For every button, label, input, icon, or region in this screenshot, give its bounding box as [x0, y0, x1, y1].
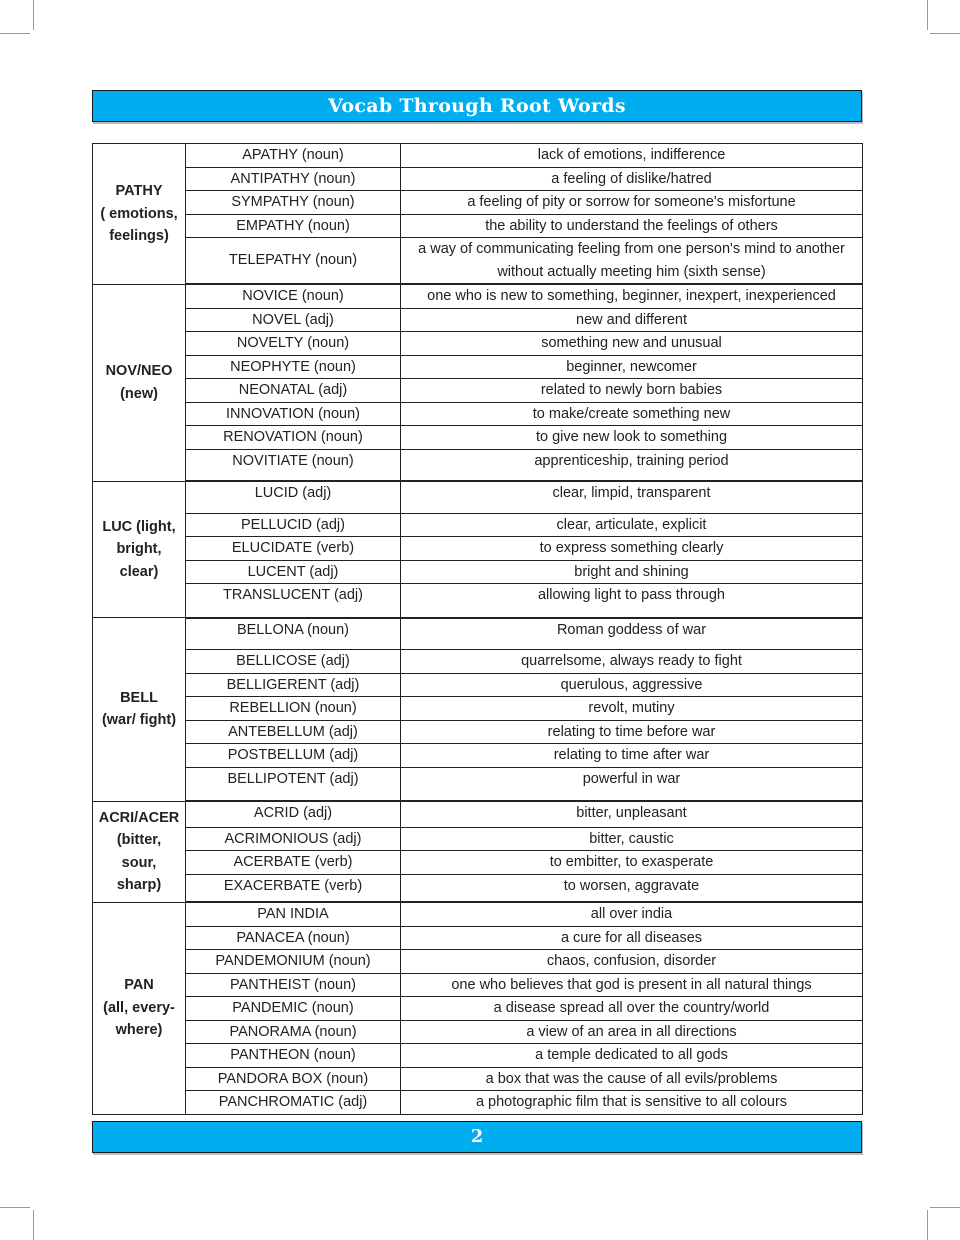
- word-cell: PANACEA (noun): [186, 926, 401, 950]
- word-cell: ANTIPATHY (noun): [186, 167, 401, 191]
- crop-mark: [0, 33, 30, 34]
- root-cell: [93, 144, 186, 285]
- meaning-cell: a cure for all diseases: [401, 926, 863, 950]
- crop-mark: [930, 33, 960, 34]
- page-number-banner: [92, 1121, 862, 1153]
- word-cell: LUCID (adj): [186, 481, 401, 513]
- meaning-cell: beginner, newcomer: [401, 355, 863, 379]
- meaning-cell: one who believes that god is present in all natural things: [401, 973, 863, 997]
- word-cell: RENOVATION (noun): [186, 426, 401, 450]
- table-row: [93, 973, 863, 997]
- table-row: [93, 481, 863, 513]
- meaning-cell: a box that was the cause of all evils/problems: [401, 1067, 863, 1091]
- word-cell: PANTHEON (noun): [186, 1044, 401, 1068]
- meaning-cell: bitter, unpleasant: [401, 801, 863, 827]
- meaning-cell: powerful in war: [401, 767, 863, 801]
- word-cell: NOVELTY (noun): [186, 332, 401, 356]
- meaning-cell: a feeling of pity or sorrow for someone's misfortune: [401, 191, 863, 215]
- table-row: [93, 426, 863, 450]
- word-cell: APATHY (noun): [186, 144, 401, 168]
- meaning-cell: a photographic film that is sensitive to all colours: [401, 1091, 863, 1115]
- meaning-cell: apprenticeship, training period: [401, 449, 863, 481]
- table-row: [93, 167, 863, 191]
- root-cell: [93, 284, 186, 481]
- root-label-line: NOV/NEO: [105, 363, 173, 379]
- word-cell: ANTEBELLUM (adj): [186, 720, 401, 744]
- word-cell: BELLIPOTENT (adj): [186, 767, 401, 801]
- page-title: Vocab Through Root Words: [328, 95, 626, 117]
- root-label-line: where): [115, 1022, 163, 1039]
- word-cell: ACERBATE (verb): [186, 851, 401, 875]
- table-row: [93, 926, 863, 950]
- meaning-cell: a view of an area in all directions: [401, 1020, 863, 1044]
- root-label-line: BELL: [120, 689, 158, 706]
- crop-mark: [33, 0, 34, 30]
- root-label-line: LUC (light,: [102, 518, 176, 535]
- root-label-line: PATHY: [115, 183, 163, 199]
- meaning-cell: quarrelsome, always ready to fight: [401, 650, 863, 674]
- meaning-cell: related to newly born babies: [401, 379, 863, 403]
- meaning-cell: revolt, mutiny: [401, 697, 863, 721]
- table-row: [93, 902, 863, 926]
- meaning-cell: to worsen, aggravate: [401, 874, 863, 902]
- meaning-cell: bitter, caustic: [401, 827, 863, 851]
- table-row: [93, 214, 863, 238]
- table-row: [93, 308, 863, 332]
- meaning-cell: to express something clearly: [401, 537, 863, 561]
- word-cell: REBELLION (noun): [186, 697, 401, 721]
- table-row: [93, 851, 863, 875]
- page-title-banner: [92, 90, 862, 122]
- meaning-cell: a feeling of dislike/hatred: [401, 167, 863, 191]
- root-label-line: ( emotions,: [100, 205, 178, 222]
- meaning-cell: lack of emotions, indifference: [401, 144, 863, 168]
- word-cell: INNOVATION (noun): [186, 402, 401, 426]
- table-row: [93, 618, 863, 650]
- root-label-line: PAN: [124, 977, 154, 994]
- meaning-cell: a disease spread all over the country/world: [401, 997, 863, 1021]
- table-row: [93, 402, 863, 426]
- meaning-cell: relating to time before war: [401, 720, 863, 744]
- crop-mark: [33, 1210, 34, 1240]
- word-cell: EXACERBATE (verb): [186, 874, 401, 902]
- meaning-cell: allowing light to pass through: [401, 584, 863, 618]
- root-cell: [93, 902, 186, 1114]
- meaning-cell: relating to time after war: [401, 744, 863, 768]
- meaning-cell: to make/create something new: [401, 402, 863, 426]
- crop-mark: [930, 1207, 960, 1208]
- word-cell: PANDEMIC (noun): [186, 997, 401, 1021]
- meaning-cell: chaos, confusion, disorder: [401, 950, 863, 974]
- table-row: [93, 1067, 863, 1091]
- table-row: [93, 449, 863, 481]
- word-cell: PANDEMONIUM (noun): [186, 950, 401, 974]
- meaning-cell: a temple dedicated to all gods: [401, 1044, 863, 1068]
- meaning-cell: the ability to understand the feelings of others: [401, 214, 863, 238]
- word-cell: PANDORA BOX (noun): [186, 1067, 401, 1091]
- table-row: [93, 332, 863, 356]
- meaning-cell: bright and shining: [401, 560, 863, 584]
- root-label-line: sharp): [116, 877, 162, 893]
- root-label-line: (bitter,: [116, 832, 162, 848]
- root-cell: [93, 801, 186, 902]
- word-cell: EMPATHY (noun): [186, 214, 401, 238]
- root-label-line: clear): [119, 563, 159, 580]
- vocab-table: [92, 143, 863, 1115]
- word-cell: PANCHROMATIC (adj): [186, 1091, 401, 1115]
- table-row: [93, 697, 863, 721]
- crop-mark: [927, 1210, 928, 1240]
- meaning-cell: clear, articulate, explicit: [401, 513, 863, 537]
- table-row: [93, 827, 863, 851]
- root-label-line: bright,: [116, 541, 162, 557]
- table-row: [93, 379, 863, 403]
- table-row: [93, 537, 863, 561]
- vocab-table-body: [93, 144, 863, 1115]
- table-row: [93, 673, 863, 697]
- word-cell: PELLUCID (adj): [186, 513, 401, 537]
- word-cell: POSTBELLUM (adj): [186, 744, 401, 768]
- word-cell: PANORAMA (noun): [186, 1020, 401, 1044]
- root-label-line: (new): [120, 385, 158, 402]
- meaning-cell: to embitter, to exasperate: [401, 851, 863, 875]
- root-label-line: feelings): [109, 228, 169, 244]
- root-label-line: (all, every-: [103, 999, 175, 1016]
- table-row: [93, 191, 863, 215]
- table-row: [93, 650, 863, 674]
- table-row: [93, 950, 863, 974]
- root-label-line: ACRI/ACER: [98, 809, 180, 826]
- word-cell: PAN INDIA: [186, 902, 401, 926]
- root-cell: [93, 481, 186, 618]
- word-cell: ACRIMONIOUS (adj): [186, 827, 401, 851]
- meaning-cell: all over india: [401, 902, 863, 926]
- table-row: [93, 997, 863, 1021]
- meaning-cell: Roman goddess of war: [401, 618, 863, 650]
- table-row: [93, 144, 863, 168]
- word-cell: SYMPATHY (noun): [186, 191, 401, 215]
- crop-mark: [927, 0, 928, 30]
- table-row: [93, 720, 863, 744]
- table-row: [93, 767, 863, 801]
- word-cell: ACRID (adj): [186, 801, 401, 827]
- meaning-cell: querulous, aggressive: [401, 673, 863, 697]
- meaning-cell: to give new look to something: [401, 426, 863, 450]
- word-cell: BELLICOSE (adj): [186, 650, 401, 674]
- word-cell: NEONATAL (adj): [186, 379, 401, 403]
- table-row: [93, 874, 863, 902]
- meaning-cell: new and different: [401, 308, 863, 332]
- word-cell: NEOPHYTE (noun): [186, 355, 401, 379]
- page-number: 2: [470, 1126, 484, 1147]
- word-cell: TELEPATHY (noun): [186, 238, 401, 285]
- meaning-cell: clear, limpid, transparent: [401, 481, 863, 513]
- table-row: [93, 744, 863, 768]
- word-cell: PANTHEIST (noun): [186, 973, 401, 997]
- table-row: [93, 355, 863, 379]
- table-row: [93, 284, 863, 308]
- table-row: [93, 1020, 863, 1044]
- table-row: [93, 1044, 863, 1068]
- word-cell: BELLONA (noun): [186, 618, 401, 650]
- root-label-line: sour,: [121, 854, 157, 871]
- meaning-cell: one who is new to something, beginner, inexpert, inexperienced: [401, 284, 863, 308]
- root-cell: [93, 618, 186, 802]
- word-cell: BELLIGERENT (adj): [186, 673, 401, 697]
- word-cell: TRANSLUCENT (adj): [186, 584, 401, 618]
- meaning-cell: a way of communicating feeling from one person's mind to another without actually meeting him (sixth sense): [401, 238, 863, 285]
- table-row: [93, 238, 863, 285]
- table-row: [93, 560, 863, 584]
- table-row: [93, 1091, 863, 1115]
- table-row: [93, 513, 863, 537]
- word-cell: NOVITIATE (noun): [186, 449, 401, 481]
- word-cell: LUCENT (adj): [186, 560, 401, 584]
- meaning-cell: something new and unusual: [401, 332, 863, 356]
- word-cell: NOVEL (adj): [186, 308, 401, 332]
- crop-mark: [0, 1207, 30, 1208]
- table-row: [93, 801, 863, 827]
- word-cell: ELUCIDATE (verb): [186, 537, 401, 561]
- word-cell: NOVICE (noun): [186, 284, 401, 308]
- table-row: [93, 584, 863, 618]
- root-label-line: (war/ fight): [101, 712, 177, 729]
